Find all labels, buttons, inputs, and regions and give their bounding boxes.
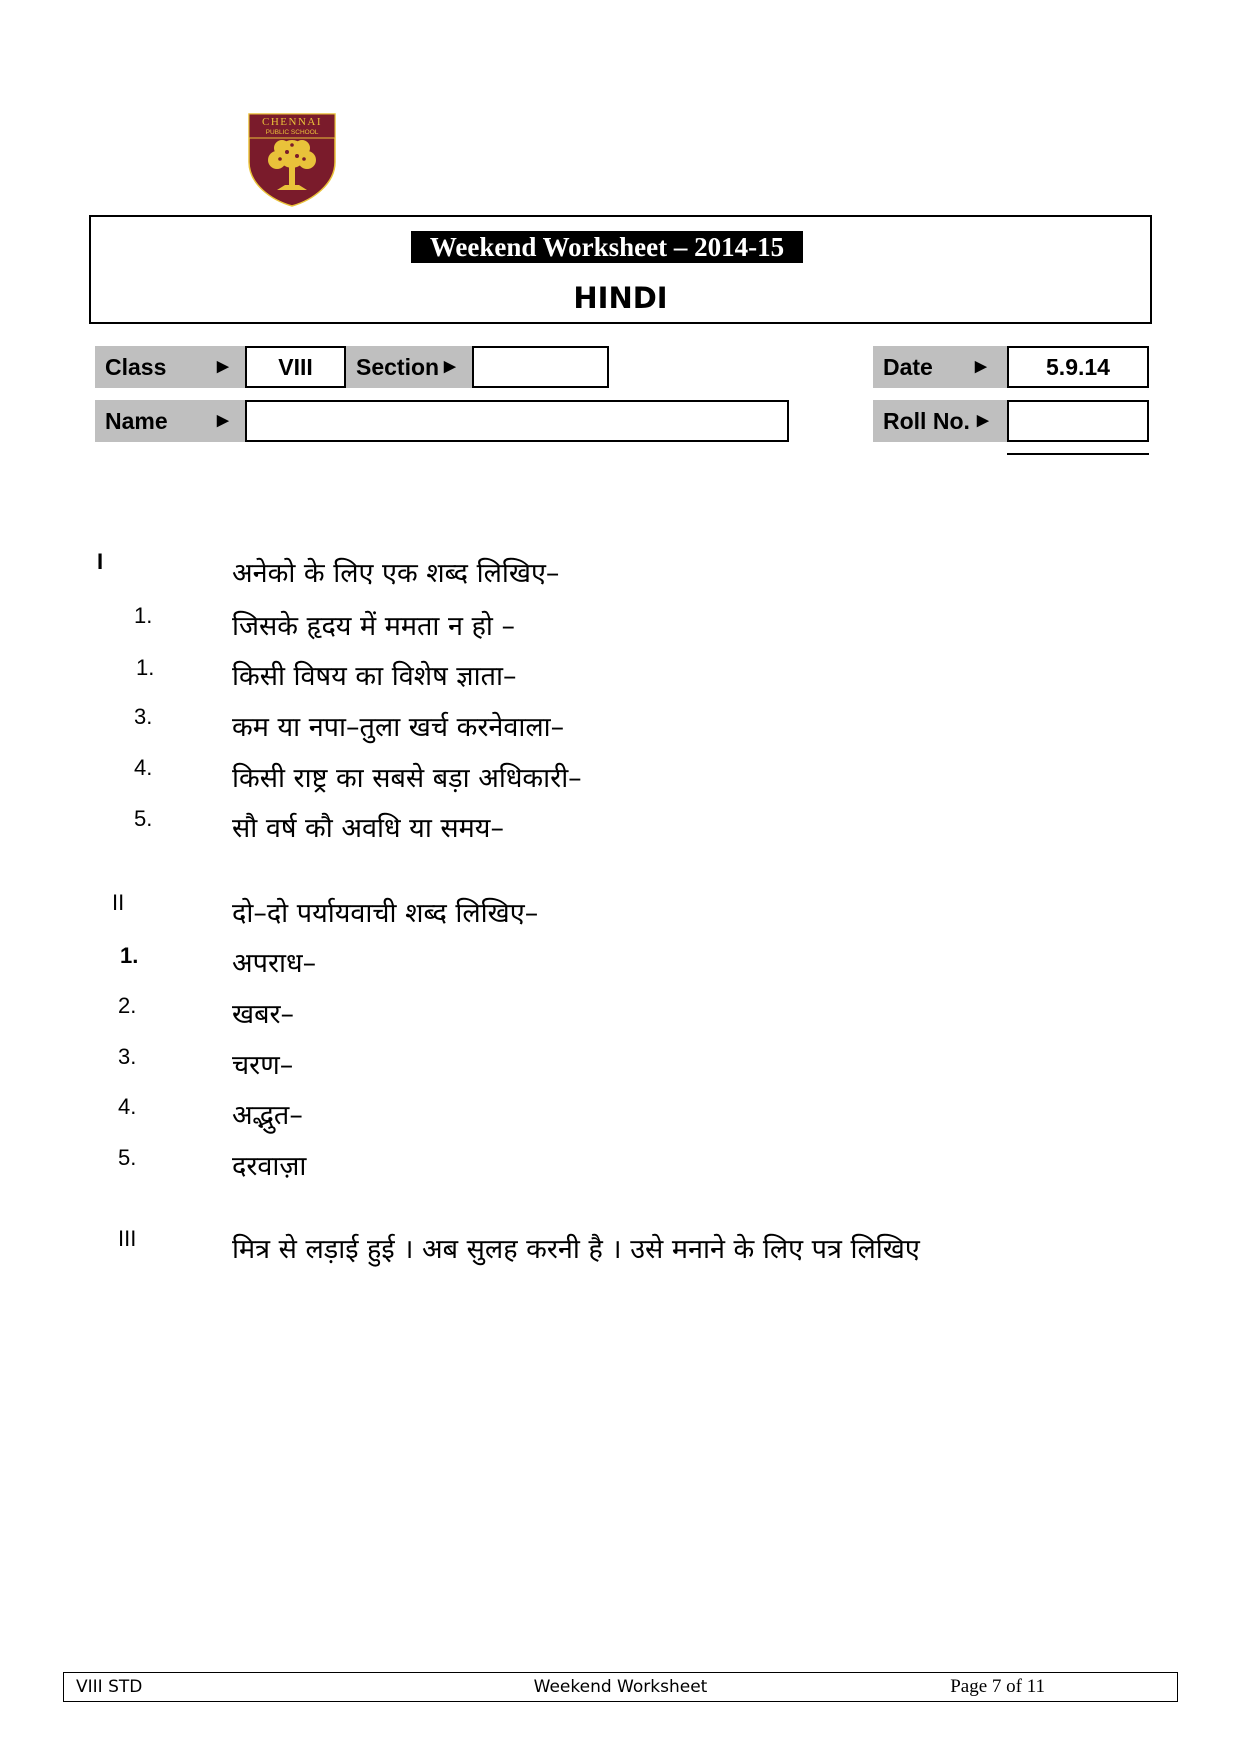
section-heading: मित्र से लड़ाई हुई । अब सुलह करनी है । उसे मनाने के लिए पत्र लिखिए xyxy=(232,1234,920,1265)
arrow-right-icon: ▶ xyxy=(217,412,229,429)
item-number: 4. xyxy=(134,755,153,780)
question-text: चरण– xyxy=(232,1050,294,1081)
arrow-right-icon: ▶ xyxy=(975,358,987,375)
item-number: 5. xyxy=(134,806,153,831)
question-text: खबर– xyxy=(232,999,295,1030)
question-text: कम या नपा–तुला खर्च करनेवाला– xyxy=(232,712,565,743)
question-text: किसी राष्ट्र का सबसे बड़ा अधिकारी– xyxy=(232,763,582,794)
question-text: जिसके हृदय में ममता न हो – xyxy=(232,611,515,642)
title-box xyxy=(89,215,1152,324)
arrow-right-icon: ▶ xyxy=(444,358,456,375)
section-heading: दो–दो पर्यायवाची शब्द लिखिए– xyxy=(232,898,539,929)
school-logo xyxy=(247,112,337,208)
worksheet-title: Weekend Worksheet – 2014-15 xyxy=(411,231,803,263)
question-text: दरवाज़ा xyxy=(232,1151,307,1182)
date-field[interactable]: 5.9.14 xyxy=(1007,346,1149,388)
name-label: Name ▶ xyxy=(95,400,245,442)
section-heading: अनेको के लिए एक शब्द लिखिए– xyxy=(232,558,560,589)
section-number: II xyxy=(112,890,125,915)
class-field[interactable]: VIII xyxy=(245,346,346,388)
item-number: 3. xyxy=(118,1044,137,1069)
footer-title: Weekend Worksheet xyxy=(533,1677,708,1697)
item-number: 2. xyxy=(118,993,137,1018)
item-number: 1. xyxy=(134,603,153,628)
logo-text-chennai: CHENNAI xyxy=(262,116,322,128)
item-number: 1. xyxy=(120,943,139,968)
section-number: III xyxy=(118,1226,137,1251)
question-text: अद्भुत– xyxy=(232,1100,303,1131)
item-number: 4. xyxy=(118,1094,137,1119)
class-label: Class ▶ xyxy=(95,346,245,388)
roll-no-label: Roll No. ▶ xyxy=(873,400,1007,442)
divider xyxy=(1007,453,1149,455)
roll-no-field[interactable] xyxy=(1007,400,1149,442)
page-number: Page 7 of 11 xyxy=(950,1676,1045,1697)
question-text: अपराध– xyxy=(232,948,317,979)
question-text: सौ वर्ष कौ अवधि या समय– xyxy=(232,813,504,844)
arrow-right-icon: ▶ xyxy=(977,412,989,429)
logo-text-school: PUBLIC SCHOOL xyxy=(265,129,319,136)
section-number: I xyxy=(97,549,104,574)
item-number: 3. xyxy=(134,704,153,729)
date-label: Date ▶ xyxy=(873,346,1007,388)
page-footer xyxy=(63,1672,1178,1702)
name-field[interactable] xyxy=(245,400,789,442)
arrow-right-icon: ▶ xyxy=(217,358,229,375)
item-number: 1. xyxy=(136,655,155,680)
subject-title: HINDI xyxy=(573,281,668,315)
item-number: 5. xyxy=(118,1145,137,1170)
footer-class: VIII STD xyxy=(76,1677,143,1697)
section-label: Section ▶ xyxy=(346,346,472,388)
question-text: किसी विषय का विशेष ज्ञाता– xyxy=(232,661,517,692)
section-field[interactable] xyxy=(472,346,609,388)
